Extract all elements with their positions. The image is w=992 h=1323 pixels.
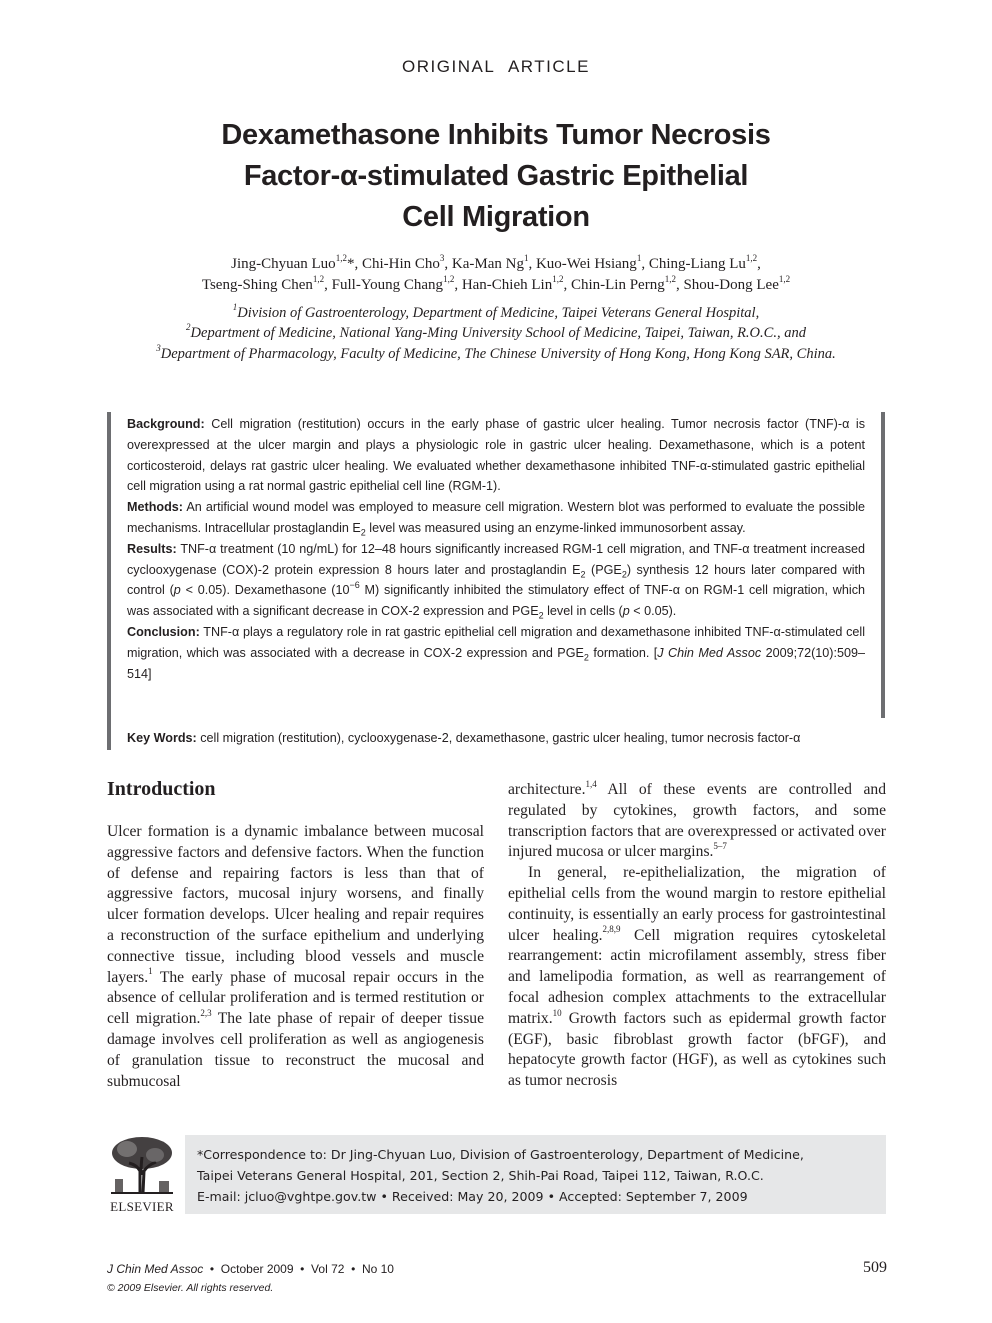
abstract-text: level was measured using an enzyme-linked immunosorbent assay. — [365, 520, 746, 535]
journal-name: J Chin Med Assoc — [657, 645, 762, 660]
correspondence-line: *Correspondence to: Dr Jing-Chyuan Luo, Division of Gastroenterology, Department of Medicine, — [197, 1147, 804, 1162]
body-text: Cell migration requires cytoskeletal rearrangement: actin microfilament assembly, stress fiber and lamelipodia formation, as well as rearrangement of focal adhesion complex attachments to the extracellular matrix. — [508, 926, 886, 1027]
section-label: Key Words: — [127, 731, 197, 745]
author-name: , Chin-Lin Perng — [563, 277, 665, 293]
title-line: Factor-α-stimulated Gastric Epithelial — [243, 160, 749, 192]
section-label: Methods: — [127, 500, 183, 515]
affiliation-ref: 1,2 — [335, 253, 347, 263]
affiliation-1 — [90, 303, 902, 324]
body-text: The early phase of mucosal repair occurs in the absence of cellular proliferation and is termed restitution or cell migration. — [107, 968, 484, 1028]
copyright: © 2009 Elsevier. All rights reserved. — [107, 1282, 274, 1294]
journal-name: J Chin Med Assoc — [107, 1262, 204, 1276]
body-paragraph — [107, 822, 484, 1092]
affiliation-text: Division of Gastroenterology, Department of Medicine, Taipei Veterans General Hospital, — [237, 305, 760, 321]
abstract — [127, 414, 865, 684]
issue-info: • October 2009 • Vol 72 • No 10 — [203, 1262, 394, 1276]
body-text: The late phase of repair of deeper tissue damage involves cell proliferation as well as angiogenesis of granulation tissue to reconstruct the mucosal and submucosal — [107, 1010, 484, 1090]
section-label: Results: — [127, 541, 177, 556]
affiliation-ref: 1,2 — [312, 274, 325, 284]
page-number: 509 — [863, 1259, 887, 1276]
section-heading: Introduction — [107, 778, 216, 800]
body-text: Ulcer formation is a dynamic imbalance between mucosal aggressive factors and defensive factors. When the function of defense and repairing factors is less than that of aggressive factors, mucosal injury worsens, and finally ulcer formation develops. Ulcer healing and repair requires a reconstruction of the surface epithelium and underlying connective tissue, including blood vessels and muscle layers. — [107, 823, 484, 986]
affiliation-text: Department of Medicine, National Yang-Ming University School of Medicine, Taipei, Taiwan, R.O.C., and — [190, 325, 806, 341]
abstract-text: TNF-α treatment (10 ng/mL) for 12–48 hours significantly increased RGM-1 cell migration, and TNF-α treatment increased cyclooxygenase (COX)-2 protein expression 8 hours later and prostaglandin E — [127, 541, 865, 577]
abstract-text: TNF-α plays a regulatory role in rat gastric epithelial cell migration and dexamethasone inhibited TNF-α-stimulated cell migration, which was associated with a decrease in COX-2 expression and PGE — [127, 624, 865, 660]
publisher-name: ELSEVIER — [110, 1199, 174, 1214]
body-column-right — [508, 780, 886, 1092]
author-name: Tseng-Shing Chen — [201, 277, 313, 293]
affiliation-number: 3 — [156, 343, 161, 354]
reference-ref: 1,4 — [585, 778, 597, 789]
citation: 2009;72(10):509–514] — [127, 645, 866, 681]
elsevier-tree-logo — [107, 1135, 177, 1195]
abstract-conclusion — [127, 622, 865, 684]
author-name: , Shou-Dong Lee — [675, 277, 779, 293]
subscript: 2 — [538, 610, 544, 621]
reference-ref: 2,3 — [200, 1007, 212, 1018]
affiliation-3 — [90, 344, 902, 365]
author-separator: , — [757, 256, 761, 272]
body-column-left — [107, 822, 484, 1092]
affiliation-2 — [90, 323, 902, 344]
key-words — [127, 728, 867, 748]
abstract-results — [127, 539, 865, 622]
abstract-methods — [127, 497, 865, 539]
abstract-text: formation. [ — [588, 645, 658, 660]
affiliation-ref: 1,2 — [443, 274, 455, 284]
affiliation-ref: 1 — [523, 253, 529, 263]
abstract-text: M) significantly inhibited the stimulatory effect of TNF-α on RGM-1 cell migration, which was associated with a significant decrease in COX-2 expression and PGE — [127, 583, 865, 619]
reference-ref: 5–7 — [713, 841, 727, 852]
author-name: , Han-Chieh Lin — [454, 277, 553, 293]
section-label: Background: — [127, 417, 205, 431]
article-type: ORIGINAL ARTICLE — [402, 57, 590, 76]
p-value-symbol: p — [173, 583, 181, 598]
abstract-text: (PGE — [585, 562, 622, 577]
affiliation-text: Department of Pharmacology, Faculty of Medicine, The Chinese University of Hong Kong, Hong Kong SAR, China. — [160, 346, 836, 362]
title-line: Dexamethasone Inhibits Tumor Necrosis — [221, 119, 771, 151]
body-text: architecture. — [508, 781, 586, 798]
body-paragraph — [508, 780, 886, 863]
affiliation-ref: 3 — [439, 253, 445, 263]
body-text: Growth factors such as epidermal growth factor (EGF), basic fibroblast growth factor (bFGF), and hepatocyte growth factor (HGF), as well as cytokines such as tumor necrosis — [508, 1009, 886, 1090]
author-name: Jing-Chyuan Luo — [231, 256, 336, 272]
affiliation-ref: 1,2 — [552, 274, 564, 284]
subscript: 2 — [580, 569, 586, 580]
affiliation-ref: 1,2 — [778, 274, 791, 284]
author-list-line1 — [100, 254, 892, 275]
abstract-right-rule — [881, 412, 885, 718]
affiliation-ref: 1,2 — [745, 253, 758, 263]
correspondence-line: E-mail: jcluo@vghtpe.gov.tw • Received: May 20, 2009 • Accepted: September 7, 2009 — [197, 1189, 748, 1204]
affiliation-ref: 1 — [636, 253, 642, 263]
reference-ref: 2,8,9 — [602, 924, 621, 935]
subscript: 2 — [621, 569, 627, 580]
affiliation-ref: 1,2 — [664, 274, 676, 284]
abstract-text: < 0.05). — [629, 604, 677, 619]
abstract-text: level in cells ( — [543, 604, 623, 619]
p-value-symbol: p — [622, 604, 630, 619]
affiliation-number: 2 — [186, 322, 191, 333]
abstract-text: < 0.05). Dexamethasone (10 — [180, 583, 350, 598]
subscript: 2 — [360, 527, 366, 538]
section-label: Conclusion: — [127, 624, 200, 639]
author-name: , Kuo-Wei Hsiang — [528, 256, 637, 272]
body-text: In general, re-epithelialization, the migration of epithelial cells from the wound margin to restore epithelial continuity, is essentially an early process for gastrointestinal ulcer healing. — [508, 864, 886, 944]
author-name: , Chi-Hin Cho — [354, 256, 440, 272]
abstract-text: ) synthesis 12 hours later compared with control ( — [127, 562, 866, 598]
correspondence-text — [197, 1144, 877, 1207]
affiliation-number: 1 — [232, 302, 238, 313]
correspondence-line: Taipei Veterans General Hospital, 201, Section 2, Shih-Pai Road, Taipei 112, Taiwan, R.O.C. — [197, 1168, 764, 1183]
author-list-line2 — [100, 275, 892, 296]
key-words-text: cell migration (restitution), cyclooxygenase-2, dexamethasone, gastric ulcer healing, tumor necrosis factor-α — [196, 731, 801, 745]
body-text: All of these events are controlled and regulated by cytokines, growth factors, and some transcription factors that are overexpressed or activated over injured mucosa or ulcer margins. — [508, 781, 886, 861]
title-line: Cell Migration — [402, 201, 590, 233]
abstract-text: Cell migration (restitution) occurs in the early phase of gastric ulcer healing. Tumor necrosis factor (TNF)-α is overexpressed at the ulcer margin and plays a physiologic role in gastric ulcer healing. Dexamethasone, which is a potent corticosteroid, delays rat gastric ulcer healing. We evaluated whether dexamethasone inhibited TNF-α-stimulated gastric epithelial cell migration using a rat normal gastric epithelial cell line (RGM-1). — [127, 417, 865, 494]
author-name: , Ka-Man Ng — [444, 256, 524, 272]
body-paragraph — [508, 863, 886, 1092]
reference-ref: 1 — [148, 966, 153, 977]
author-name: , Ching-Liang Lu — [641, 256, 746, 272]
abstract-left-rule — [107, 412, 111, 750]
corresponding-mark: * — [346, 256, 355, 272]
abstract-text: An artificial wound model was employed to measure cell migration. Western blot was performed to evaluate the possible mechanisms. Intracellular prostaglandin E — [127, 500, 865, 535]
author-name: , Full-Young Chang — [324, 277, 444, 293]
subscript: 2 — [583, 652, 589, 663]
footer-journal — [107, 1262, 394, 1276]
reference-ref: 10 — [552, 1007, 562, 1018]
exponent: −6 — [349, 580, 360, 591]
article-title — [150, 115, 842, 238]
abstract-background — [127, 414, 865, 497]
